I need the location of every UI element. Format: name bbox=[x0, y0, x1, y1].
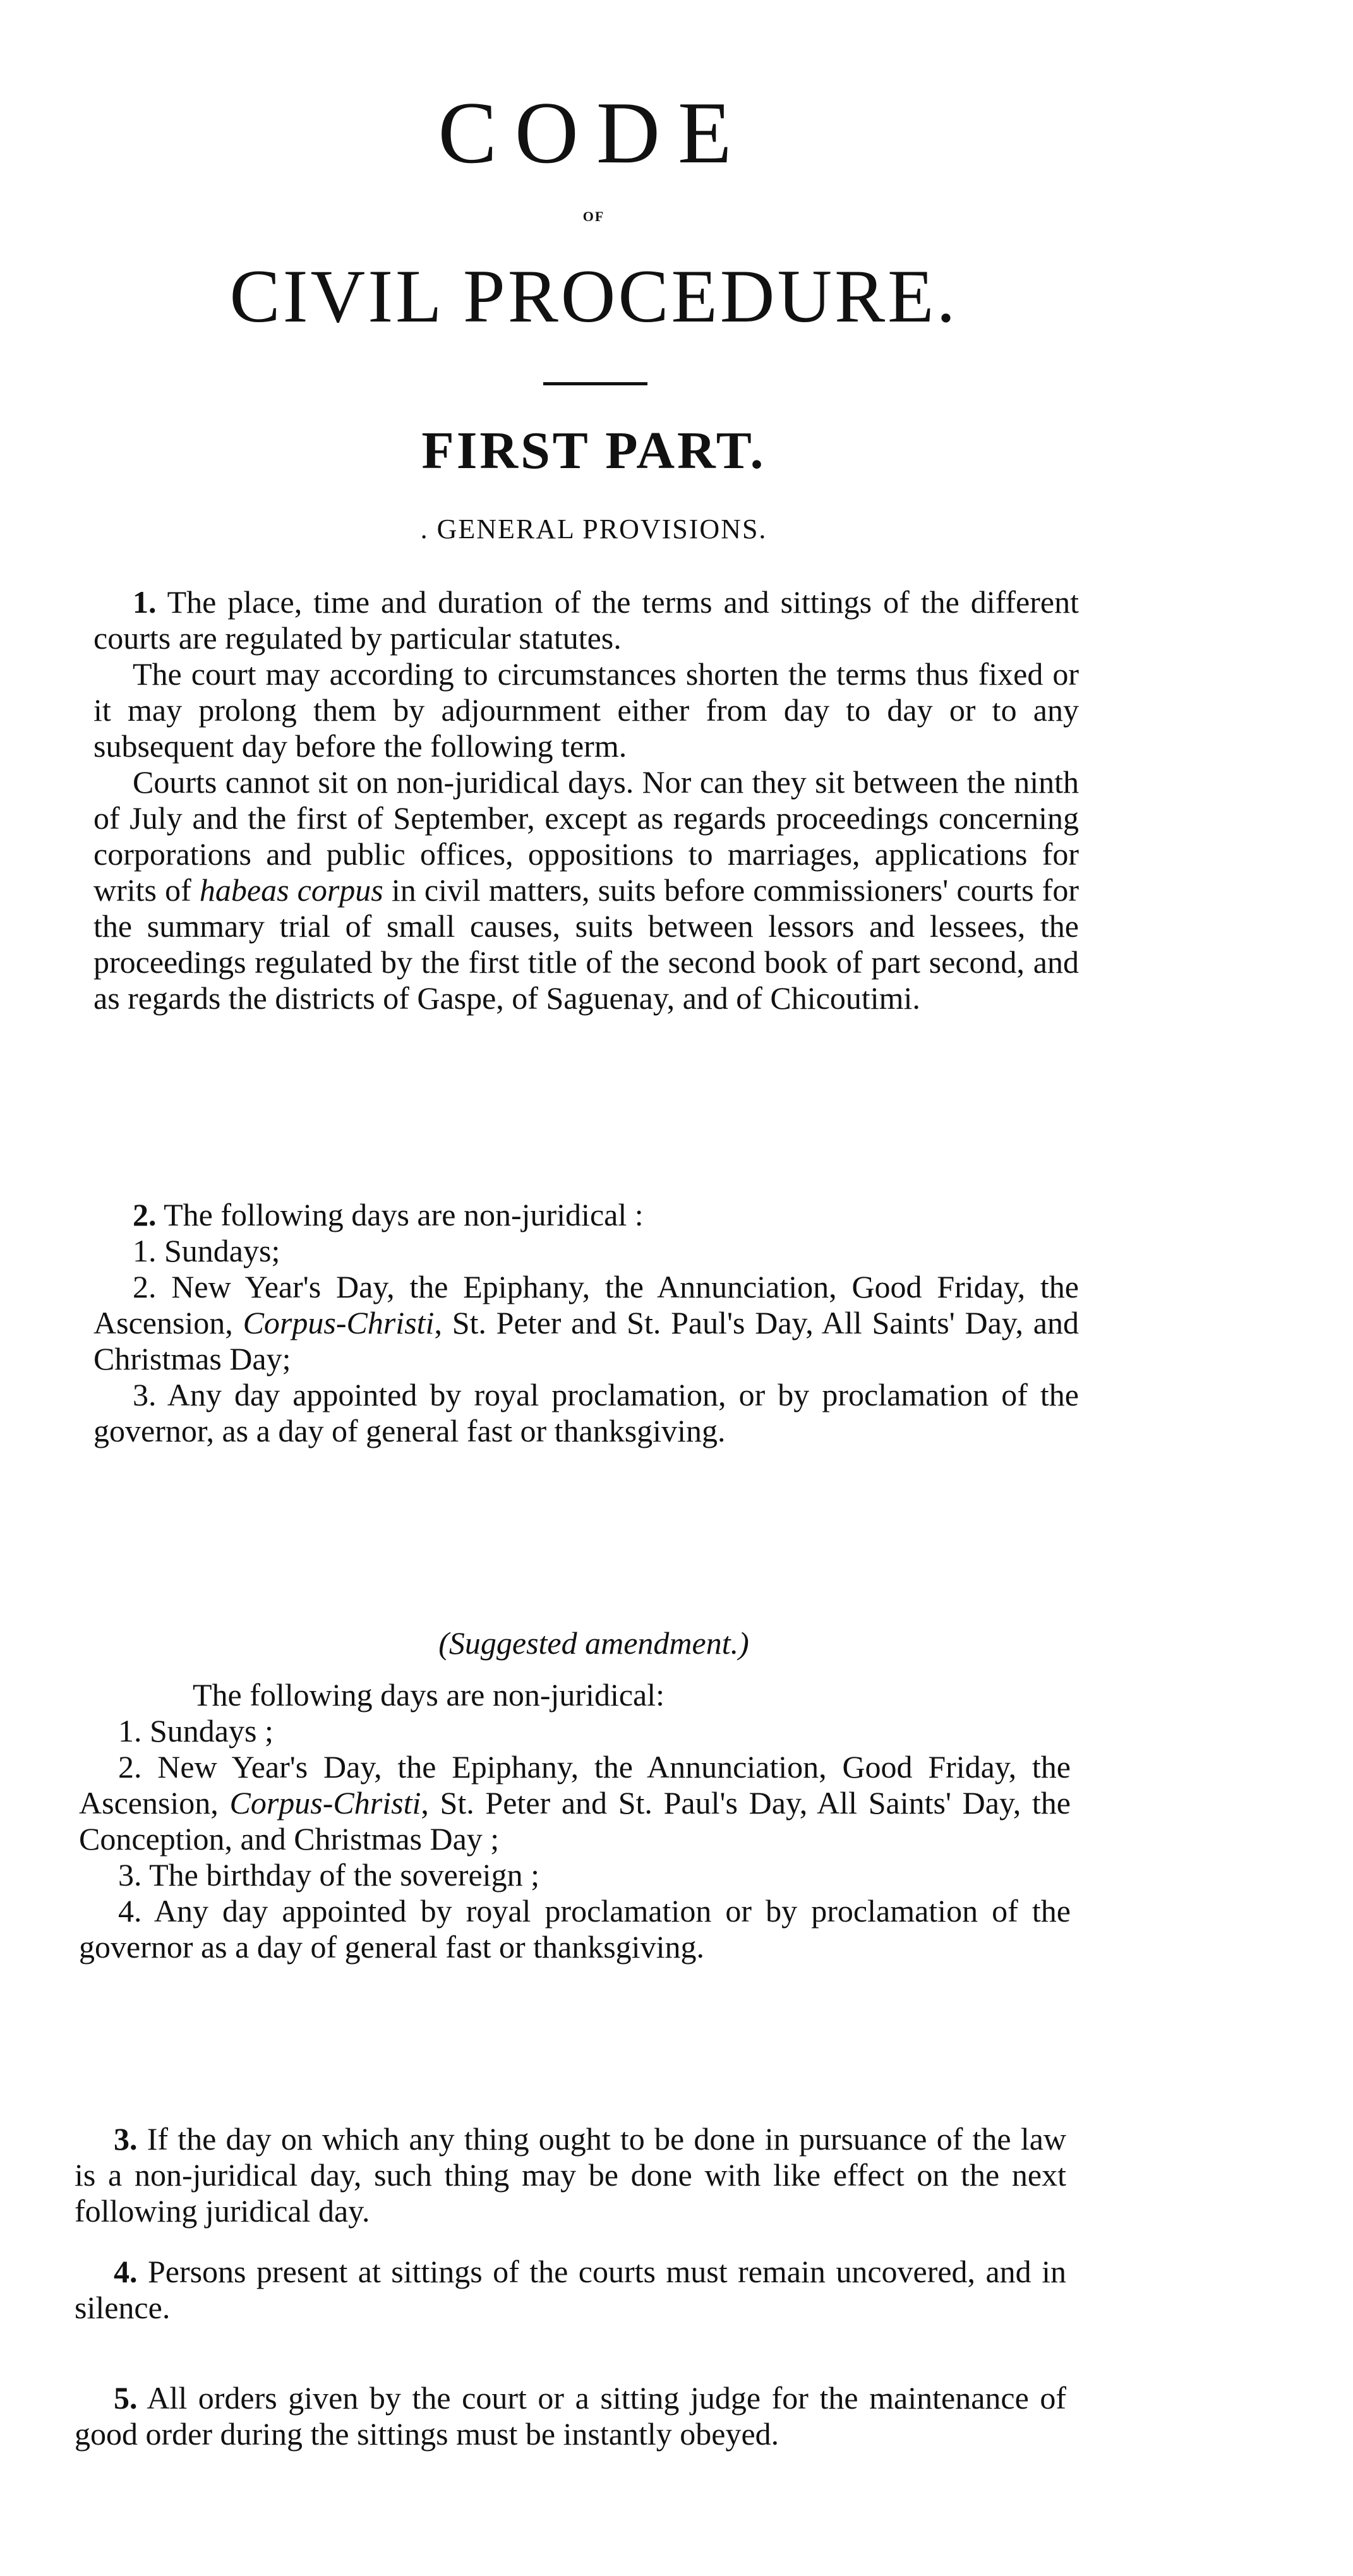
article-number: 1. bbox=[133, 584, 157, 620]
list-item bbox=[79, 1749, 1071, 1857]
article-5-para bbox=[75, 2380, 1066, 2452]
amendment-intro: The following days are non-juridical: bbox=[193, 1677, 664, 1712]
article-3-para bbox=[75, 2121, 1066, 2229]
article-text: in civil matters, suits before commissioners' courts for the summary trial of small causes, suits between lessors and lessees, the proceedings regulated by the first title of the second book of part second, and as regards the districts of Gaspe, of Saguenay, and of Chicoutimi. bbox=[93, 872, 1079, 1016]
list-item bbox=[93, 1269, 1079, 1377]
article-1-para-1 bbox=[93, 584, 1079, 656]
article-2-intro bbox=[93, 1197, 1079, 1233]
article-text: 2. New Year's Day, the Epiphany, the Annunciation, Good Friday, the Ascension, bbox=[79, 1749, 1071, 1821]
article-1-para-3 bbox=[93, 764, 1079, 1016]
article-text: The following days are non-juridical : bbox=[164, 1197, 644, 1232]
article-text: Persons present at sittings of the courts must remain uncovered, and in silence. bbox=[75, 2254, 1066, 2325]
article-number: 4. bbox=[114, 2254, 138, 2289]
article-1 bbox=[93, 584, 1079, 1016]
article-text: 2. New Year's Day, the Epiphany, the Annunciation, Good Friday, the Ascension, bbox=[93, 1269, 1079, 1340]
article-2 bbox=[93, 1197, 1079, 1449]
article-3 bbox=[75, 2121, 1066, 2229]
article-number: 2. bbox=[133, 1197, 157, 1232]
article-text: All orders given by the court or a sitting judge for the maintenance of good order during the sittings must be instantly obeyed. bbox=[75, 2380, 1066, 2452]
article-number: 5. bbox=[114, 2380, 138, 2416]
list-item: 4. Any day appointed by royal proclamation or by proclamation of the governor as a day of general fast or thanksgiving. bbox=[79, 1893, 1071, 1965]
amendment-block bbox=[79, 1677, 1071, 1965]
feast-name: Corpus-Christi bbox=[243, 1305, 435, 1340]
title-of: OF bbox=[582, 208, 605, 224]
title-code: CODE bbox=[438, 84, 750, 182]
feast-name: Corpus-Christi bbox=[229, 1785, 421, 1821]
section-heading: . GENERAL PROVISIONS. bbox=[420, 514, 767, 545]
amendment-heading: (Suggested amendment.) bbox=[438, 1625, 749, 1661]
list-item: 1. Sundays ; bbox=[118, 1713, 274, 1748]
article-number: 3. bbox=[114, 2121, 138, 2157]
list-item: 3. The birthday of the sovereign ; bbox=[118, 1857, 539, 1893]
article-1-para-2: The court may according to circumstances shorten the terms thus fixed or it may prolong them by adjournment either from day to day or to any subsequent day before the following term. bbox=[93, 656, 1079, 764]
article-text: Courts cannot sit on non-juridical days. Nor can they sit between the ninth of July and the first of September, except as regards proceedings concerning corporations and public offices, oppositions to marriages, applications for writs of bbox=[93, 764, 1079, 908]
article-text: , St. Peter and St. Paul's Day, All Saints' Day, and Christmas Day; bbox=[93, 1305, 1079, 1376]
article-4 bbox=[75, 2254, 1066, 2326]
article-text: If the day on which any thing ought to be done in pursuance of the law is a non-juridical day, such thing may be done with like effect on the next following juridical day. bbox=[75, 2121, 1067, 2229]
article-4-para bbox=[75, 2254, 1066, 2326]
list-item: 3. Any day appointed by royal proclamation, or by proclamation of the governor, as a day of general fast or thanksgiving. bbox=[93, 1377, 1079, 1448]
title-rule bbox=[543, 382, 647, 385]
article-text: The place, time and duration of the terms and sittings of the different courts are regulated by particular statutes. bbox=[93, 584, 1079, 656]
list-item: 1. Sundays; bbox=[133, 1233, 280, 1268]
title-civil-procedure: CIVIL PROCEDURE. bbox=[229, 254, 958, 338]
latin-term: habeas corpus bbox=[199, 872, 383, 908]
article-5 bbox=[75, 2380, 1066, 2452]
article-text: , St. Peter and St. Paul's Day, All Saints' Day, the Conception, and Christmas Day ; bbox=[79, 1785, 1071, 1857]
part-heading: FIRST PART. bbox=[421, 421, 766, 480]
